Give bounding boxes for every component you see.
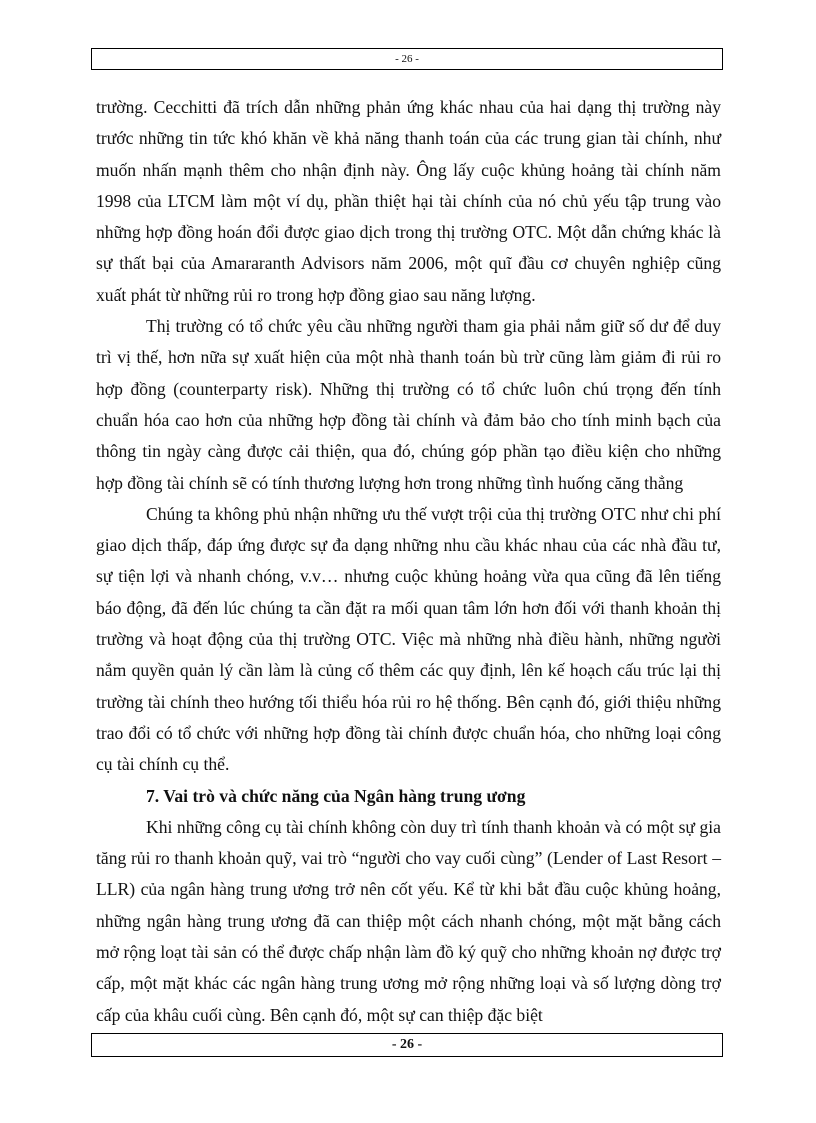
paragraph-3: Chúng ta không phủ nhận những ưu thế vượt trội của thị trường OTC như chi phí giao dịch thấp, đáp ứng được sự đa dạng những nhu cầu khác nhau của các nhà đầu tư, sự tiện lợi và nhanh chóng, v.v… nhưng cuộc khủng hoảng vừa qua cũng đã lên tiếng báo động, đã đến lúc chúng ta cần đặt ra mối quan tâm lớn hơn đối với thanh khoản thị trường và hoạt động của thị trường OTC. Việc mà những nhà điều hành, những người nắm quyền quản lý cần làm là củng cố thêm các quy định, lên kế hoạch cấu trúc lại thị trường tài chính theo hướng tối thiểu hóa rủi ro hệ thống. Bên cạnh đó, giới thiệu những trao đổi có tổ chức với những hợp đồng tài chính được chuẩn hóa, cho những loại công cụ tài chính cụ thể. (96, 503, 721, 775)
header-page-number: - 26 - (395, 53, 419, 65)
page-header (91, 48, 723, 70)
paragraph-1: trường. Cecchitti đã trích dẫn những phản ứng khác nhau của hai dạng thị trường này trước những tin tức khó khăn về khả năng thanh toán của các trung gian tài chính, như muốn nhấn mạnh thêm cho nhận định này. Ông lấy cuộc khủng hoảng tài chính năm 1998 của LTCM làm một ví dụ, phần thiệt hại tài chính của nó chủ yếu tập trung vào những hợp đồng hoán đổi được giao dịch trong thị trường OTC. Một dẫn chứng khác là sự thất bại của Amararanth Advisors năm 2006, một quĩ đầu cơ chuyên nghiệp cũng xuất phát từ những rủi ro trong hợp đồng giao sau năng lượng. (96, 97, 721, 305)
paragraph-2: Thị trường có tổ chức yêu cầu những người tham gia phải nắm giữ số dư để duy trì vị thế, hơn nữa sự xuất hiện của một nhà thanh toán bù trừ cũng làm giảm đi rủi ro hợp đồng (counterparty risk). Những thị trường có tổ chức luôn chú trọng đến tính chuẩn hóa cao hơn của những hợp đồng tài chính và đảm bảo cho tính minh bạch của thông tin ngày càng được cải thiện, qua đó, chúng góp phần tạo điều kiện cho những hợp đồng tài chính sẽ có tính thương lượng hơn trong những tình huống căng thẳng (96, 316, 721, 493)
page-footer (91, 1033, 723, 1057)
paragraph-4: Khi những công cụ tài chính không còn duy trì tính thanh khoản và có một sự gia tăng rủi ro thanh khoản quỹ, vai trò “người cho vay cuối cùng” (Lender of Last Resort – LLR) của ngân hàng trung ương trở nên cốt yếu. Kể từ khi bắt đầu cuộc khủng hoảng, những ngân hàng trung ương đã can thiệp một cách nhanh chóng, một mặt bằng cách mở rộng loạt tài sản có thể được chấp nhận làm đồ ký quỹ cho những khoản nợ được trợ cấp, một mặt khác các ngân hàng trung ương mở rộng những loại và số lượng dòng trợ cấp của khâu cuối cùng. Bên cạnh đó, một sự can thiệp đặc biệt (96, 816, 721, 1025)
document-body (96, 92, 721, 1031)
section-heading: 7. Vai trò và chức năng của Ngân hàng trung ương (146, 785, 526, 806)
footer-page-number: - 26 - (391, 1037, 423, 1052)
